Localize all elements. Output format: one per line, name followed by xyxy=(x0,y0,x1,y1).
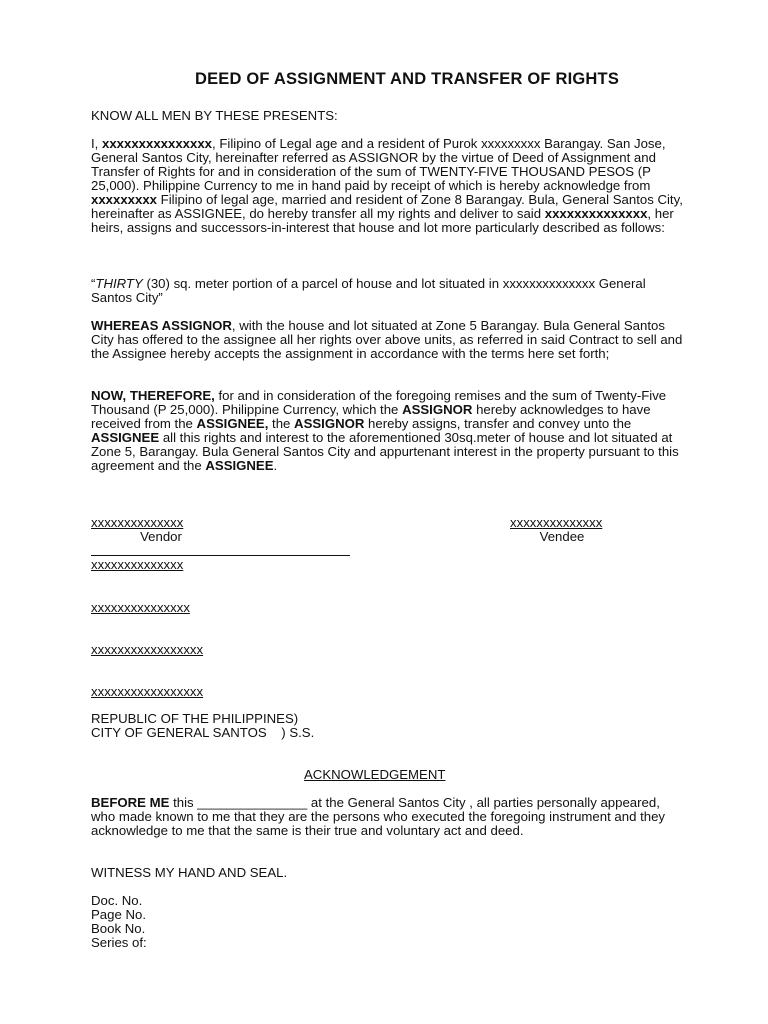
paragraph-assignor: I, xxxxxxxxxxxxxxx, Filipino of Legal age and a resident of Purok xxxxxxxxx Barangay. San Jose, General Santos City, hereinafter referred as ASSIGNOR by the virtue of Deed of Assignment and Transfer of Rights for and in consideration of the sum of TWENTY-FIVE THOUSAND PESOS (P 25,000). Philippine Currency to me in hand paid by receipt of which is hereby acknowledge from xxxxxxxxx Filipino of legal age, married and resident of Zone 8 Barangay. Bula, General Santos City, hereinafter as ASSIGNEE, do hereby transfer all my rights and deliver to said xxxxxxxxxxxxxx, her heirs, assigns and successors-in-interest that house and lot more particularly described as follows: xyxy=(91,136,683,235)
doc-no: Doc. No. xyxy=(91,893,143,908)
paragraph-property: “THIRTY (30) sq. meter portion of a parcel of house and lot situated in xxxxxxxxxxxxxx General Santos City” xyxy=(91,276,646,305)
witness-1: xxxxxxxxxxxxxx xyxy=(91,557,184,572)
vendor-name: xxxxxxxxxxxxxx xyxy=(91,515,184,530)
vendor-label: Vendor xyxy=(140,529,182,544)
paragraph-acknowledgement: BEFORE ME this _______________ at the General Santos City , all parties personally appeared, who made known to me that they are the persons who executed the foregoing instrument and they acknowledge to me that the same is their true and voluntary act and deed. xyxy=(91,795,666,838)
witness-4: xxxxxxxxxxxxxxxxx xyxy=(91,684,204,699)
witness-hand-seal: WITNESS MY HAND AND SEAL. xyxy=(91,865,288,880)
document-title: DEED OF ASSIGNMENT AND TRANSFER OF RIGHTS xyxy=(194,70,620,88)
assignor-name: xxxxxxxxxxxxxxx xyxy=(102,136,213,151)
vendee-label: Vendee xyxy=(539,529,585,544)
assignee-name-2: xxxxxxxxxxxxxx xyxy=(544,206,648,221)
venue-line-2: CITY OF GENERAL SANTOS ) S.S. xyxy=(91,725,315,740)
paragraph-now-therefore: NOW, THEREFORE, for and in consideration of the foregoing remises and the sum of Twenty-Five Thousand (P 25,000). Philippine Currency, which the ASSIGNOR hereby acknowledges to have received from the ASSIGNEE, the ASSIGNOR hereby assigns, transfer and convey unto the ASSIGNEE all this rights and interest to the aforementioned 30sq.meter of house and lot situated at Zone 5, Barangay. Bula General Santos City and appurtenant interest in the property pursuant to this agreement and the ASSIGNEE. xyxy=(91,388,679,473)
acknowledgement-heading: ACKNOWLEDGEMENT xyxy=(304,767,446,782)
witness-3: xxxxxxxxxxxxxxxxx xyxy=(91,642,204,657)
witness-2: xxxxxxxxxxxxxxx xyxy=(91,600,190,615)
intro-line: KNOW ALL MEN BY THESE PRESENTS: xyxy=(91,108,338,123)
assignee-name: xxxxxxxxx xyxy=(91,192,158,207)
vendee-name: xxxxxxxxxxxxxx xyxy=(510,515,603,530)
paragraph-whereas: WHEREAS ASSIGNOR, with the house and lot situated at Zone 5 Barangay. Bula General Santos City has offered to the assignee all her rights over above units, as referred in said Contract to sell and the Assignee hereby accepts the assignment in accordance with the terms here set forth; xyxy=(91,318,683,361)
series-of: Series of: xyxy=(91,935,147,950)
book-no: Book No. xyxy=(91,921,146,936)
signature-line xyxy=(91,555,350,556)
page-no: Page No. xyxy=(91,907,146,922)
venue-line-1: REPUBLIC OF THE PHILIPPINES) xyxy=(91,711,299,726)
